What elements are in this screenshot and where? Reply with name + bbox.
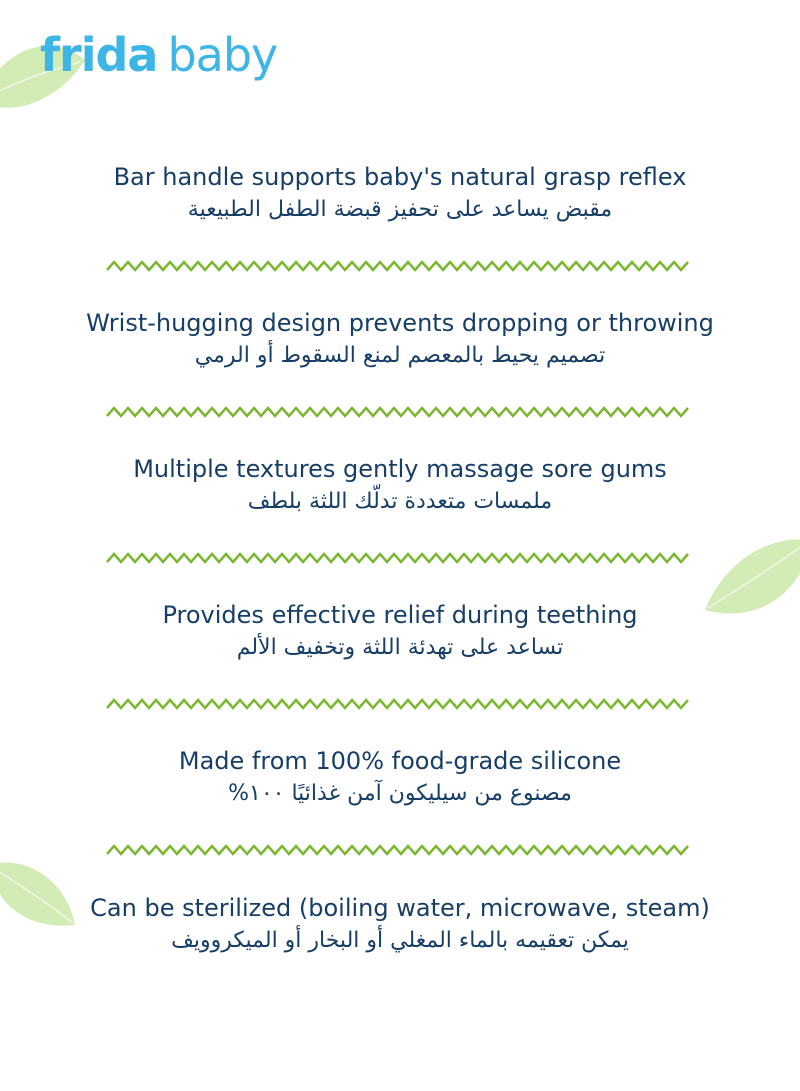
feature-item	[0, 162, 800, 226]
frida-baby-logo	[40, 28, 278, 82]
feature-item	[0, 893, 800, 957]
logo-frida-text: frida	[40, 28, 158, 82]
zigzag-divider	[106, 843, 694, 857]
feature-item	[0, 308, 800, 372]
feature-text-ar: تصميم يحيط بالمعصم لمنع السقوط أو الرمي	[194, 343, 606, 368]
feature-text-en: Made from 100% food-grade silicone	[178, 747, 622, 775]
feature-text-en: Can be sterilized (boiling water, microwave, steam)	[90, 894, 710, 922]
feature-text-ar: ملمسات متعددة تدلّك اللثة بلطف	[247, 489, 553, 514]
feature-text-ar: يمكن تعقيمه بالماء المغلي أو البخار أو الميكروويف	[171, 928, 629, 953]
logo-baby-text: baby	[167, 28, 278, 82]
feature-text-ar: مصنوع من سيليكون آمن غذائيًا ١٠٠%	[228, 781, 572, 806]
feature-text-en: Wrist-hugging design prevents dropping or throwing	[86, 309, 714, 337]
zigzag-divider	[106, 551, 694, 565]
feature-text-ar: مقبض يساعد على تحفيز قبضة الطفل الطبيعية	[187, 197, 613, 222]
zigzag-divider	[106, 259, 694, 273]
feature-text-ar: تساعد على تهدئة اللثة وتخفيف الألم	[236, 635, 564, 660]
feature-item	[0, 454, 800, 518]
feature-text-en: Provides effective relief during teething	[162, 601, 638, 629]
feature-item	[0, 600, 800, 664]
zigzag-divider	[106, 405, 694, 419]
zigzag-divider	[106, 697, 694, 711]
feature-text-en: Bar handle supports baby's natural grasp reflex	[113, 163, 687, 191]
feature-text-en: Multiple textures gently massage sore gums	[133, 455, 667, 483]
feature-item	[0, 746, 800, 810]
